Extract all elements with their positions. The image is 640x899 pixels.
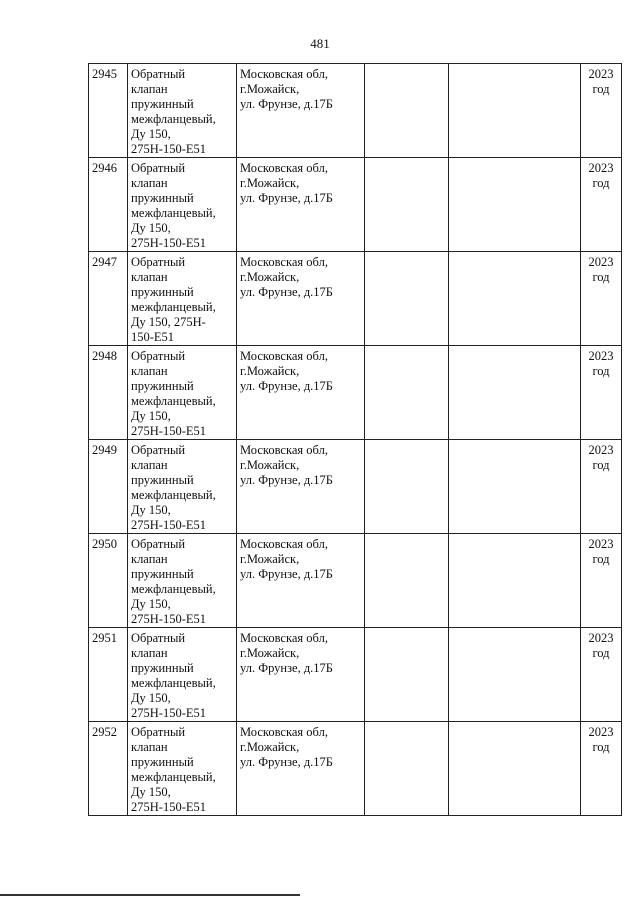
empty-cell — [449, 252, 581, 346]
address-cell — [237, 64, 365, 158]
item-name-cell — [128, 534, 237, 628]
address-cell — [237, 534, 365, 628]
item-name-cell — [128, 722, 237, 816]
item-name-line: межфланцевый, — [131, 112, 216, 126]
address-line: Московская обл, — [240, 67, 328, 81]
year-cell — [581, 722, 622, 816]
item-name-cell — [128, 628, 237, 722]
item-name-line: межфланцевый, — [131, 206, 216, 220]
address-line: ул. Фрунзе, д.17Б — [240, 755, 333, 769]
item-name-line: Ду 150, — [131, 409, 171, 423]
year-cell — [581, 534, 622, 628]
year-line: 2023 — [588, 161, 614, 175]
address-line: Московская обл, — [240, 725, 328, 739]
item-name-line: Обратный — [131, 443, 186, 457]
address-line: ул. Фрунзе, д.17Б — [240, 285, 333, 299]
empty-cell — [365, 534, 449, 628]
item-name-line: Ду 150, — [131, 503, 171, 517]
item-name-line: пружинный — [131, 285, 194, 299]
item-name-line: 275Н-150-Е51 — [131, 236, 206, 250]
item-name-line: 275Н-150-Е51 — [131, 424, 206, 438]
item-name-line: 275Н-150-Е51 — [131, 612, 206, 626]
address-cell — [237, 346, 365, 440]
empty-cell — [449, 64, 581, 158]
row-number-cell — [89, 252, 128, 346]
row-number-cell — [89, 346, 128, 440]
row-number-cell — [89, 722, 128, 816]
item-name-line: межфланцевый, — [131, 770, 216, 784]
empty-cell — [365, 346, 449, 440]
item-name-line: Обратный — [131, 255, 186, 269]
address-line: ул. Фрунзе, д.17Б — [240, 191, 333, 205]
year-line: год — [592, 364, 610, 378]
empty-cell — [365, 158, 449, 252]
item-name-line: пружинный — [131, 379, 194, 393]
year-line: год — [592, 646, 610, 660]
row-number: 2946 — [92, 161, 117, 175]
row-number-cell — [89, 534, 128, 628]
address-line: Московская обл, — [240, 443, 328, 457]
year-line: год — [592, 552, 610, 566]
address-line: г.Можайск, — [240, 552, 300, 566]
address-cell — [237, 722, 365, 816]
table-row — [89, 534, 622, 628]
item-name-line: Ду 150, — [131, 221, 171, 235]
item-name-line: Обратный — [131, 537, 186, 551]
empty-cell — [365, 64, 449, 158]
year-line: год — [592, 740, 610, 754]
item-name-line: Обратный — [131, 349, 186, 363]
address-line: г.Можайск, — [240, 176, 300, 190]
year-line: 2023 — [588, 725, 614, 739]
item-name-line: клапан — [131, 364, 168, 378]
year-line: год — [592, 270, 610, 284]
address-cell — [237, 440, 365, 534]
item-name-line: 150-Е51 — [131, 330, 175, 344]
year-cell — [581, 252, 622, 346]
empty-cell — [365, 722, 449, 816]
item-name-line: межфланцевый, — [131, 394, 216, 408]
row-number: 2945 — [92, 67, 117, 81]
item-name-cell — [128, 158, 237, 252]
row-number: 2952 — [92, 725, 117, 739]
registry-table — [88, 63, 622, 816]
address-cell — [237, 158, 365, 252]
row-number-cell — [89, 64, 128, 158]
item-name-line: межфланцевый, — [131, 676, 216, 690]
year-cell — [581, 628, 622, 722]
item-name-line: Ду 150, — [131, 691, 171, 705]
item-name-line: пружинный — [131, 755, 194, 769]
registry-body — [89, 64, 622, 816]
row-number: 2947 — [92, 255, 117, 269]
item-name-line: клапан — [131, 176, 168, 190]
address-line: г.Можайск, — [240, 646, 300, 660]
row-number-cell — [89, 158, 128, 252]
address-line: Московская обл, — [240, 161, 328, 175]
item-name-line: 275Н-150-Е51 — [131, 518, 206, 532]
item-name-line: 275Н-150-Е51 — [131, 800, 206, 814]
address-line: г.Можайск, — [240, 364, 300, 378]
year-cell — [581, 158, 622, 252]
item-name-cell — [128, 440, 237, 534]
item-name-line: пружинный — [131, 97, 194, 111]
item-name-line: клапан — [131, 740, 168, 754]
empty-cell — [365, 252, 449, 346]
empty-cell — [449, 440, 581, 534]
row-number: 2949 — [92, 443, 117, 457]
empty-cell — [449, 628, 581, 722]
row-number-cell — [89, 440, 128, 534]
item-name-line: клапан — [131, 458, 168, 472]
year-cell — [581, 346, 622, 440]
item-name-cell — [128, 252, 237, 346]
bottom-divider — [0, 894, 300, 896]
year-line: 2023 — [588, 349, 614, 363]
item-name-line: пружинный — [131, 661, 194, 675]
year-line: 2023 — [588, 255, 614, 269]
address-line: г.Можайск, — [240, 270, 300, 284]
year-line: год — [592, 458, 610, 472]
item-name-line: Обратный — [131, 631, 186, 645]
table-row — [89, 252, 622, 346]
item-name-line: Обратный — [131, 725, 186, 739]
item-name-line: клапан — [131, 82, 168, 96]
item-name-line: Ду 150, — [131, 785, 171, 799]
empty-cell — [365, 440, 449, 534]
year-line: 2023 — [588, 631, 614, 645]
item-name-line: межфланцевый, — [131, 488, 216, 502]
address-line: ул. Фрунзе, д.17Б — [240, 567, 333, 581]
empty-cell — [449, 158, 581, 252]
address-line: ул. Фрунзе, д.17Б — [240, 661, 333, 675]
item-name-line: Ду 150, — [131, 597, 171, 611]
item-name-line: Ду 150, — [131, 127, 171, 141]
row-number-cell — [89, 628, 128, 722]
item-name-line: межфланцевый, — [131, 582, 216, 596]
item-name-cell — [128, 64, 237, 158]
year-line: 2023 — [588, 537, 614, 551]
address-line: ул. Фрунзе, д.17Б — [240, 379, 333, 393]
address-line: ул. Фрунзе, д.17Б — [240, 97, 333, 111]
address-line: Московская обл, — [240, 631, 328, 645]
year-cell — [581, 440, 622, 534]
table-row — [89, 628, 622, 722]
address-line: г.Можайск, — [240, 740, 300, 754]
address-line: г.Можайск, — [240, 82, 300, 96]
item-name-line: Ду 150, 275Н- — [131, 315, 206, 329]
item-name-line: межфланцевый, — [131, 300, 216, 314]
empty-cell — [449, 534, 581, 628]
item-name-line: пружинный — [131, 191, 194, 205]
address-line: г.Можайск, — [240, 458, 300, 472]
year-line: 2023 — [588, 443, 614, 457]
item-name-line: пружинный — [131, 473, 194, 487]
row-number: 2951 — [92, 631, 117, 645]
item-name-line: пружинный — [131, 567, 194, 581]
item-name-line: клапан — [131, 270, 168, 284]
table-row — [89, 722, 622, 816]
year-line: 2023 — [588, 67, 614, 81]
page-number: 481 — [310, 36, 330, 51]
item-name-line: Обратный — [131, 67, 186, 81]
year-cell — [581, 64, 622, 158]
address-line: Московская обл, — [240, 349, 328, 363]
empty-cell — [449, 346, 581, 440]
address-cell — [237, 628, 365, 722]
table-row — [89, 346, 622, 440]
row-number: 2948 — [92, 349, 117, 363]
item-name-line: Обратный — [131, 161, 186, 175]
item-name-line: 275Н-150-Е51 — [131, 706, 206, 720]
empty-cell — [449, 722, 581, 816]
table-row — [89, 158, 622, 252]
item-name-line: клапан — [131, 646, 168, 660]
address-line: Московская обл, — [240, 537, 328, 551]
item-name-line: 275Н-150-Е51 — [131, 142, 206, 156]
table-row — [89, 64, 622, 158]
address-line: ул. Фрунзе, д.17Б — [240, 473, 333, 487]
row-number: 2950 — [92, 537, 117, 551]
address-line: Московская обл, — [240, 255, 328, 269]
year-line: год — [592, 176, 610, 190]
empty-cell — [365, 628, 449, 722]
table-row — [89, 440, 622, 534]
address-cell — [237, 252, 365, 346]
item-name-line: клапан — [131, 552, 168, 566]
item-name-cell — [128, 346, 237, 440]
year-line: год — [592, 82, 610, 96]
